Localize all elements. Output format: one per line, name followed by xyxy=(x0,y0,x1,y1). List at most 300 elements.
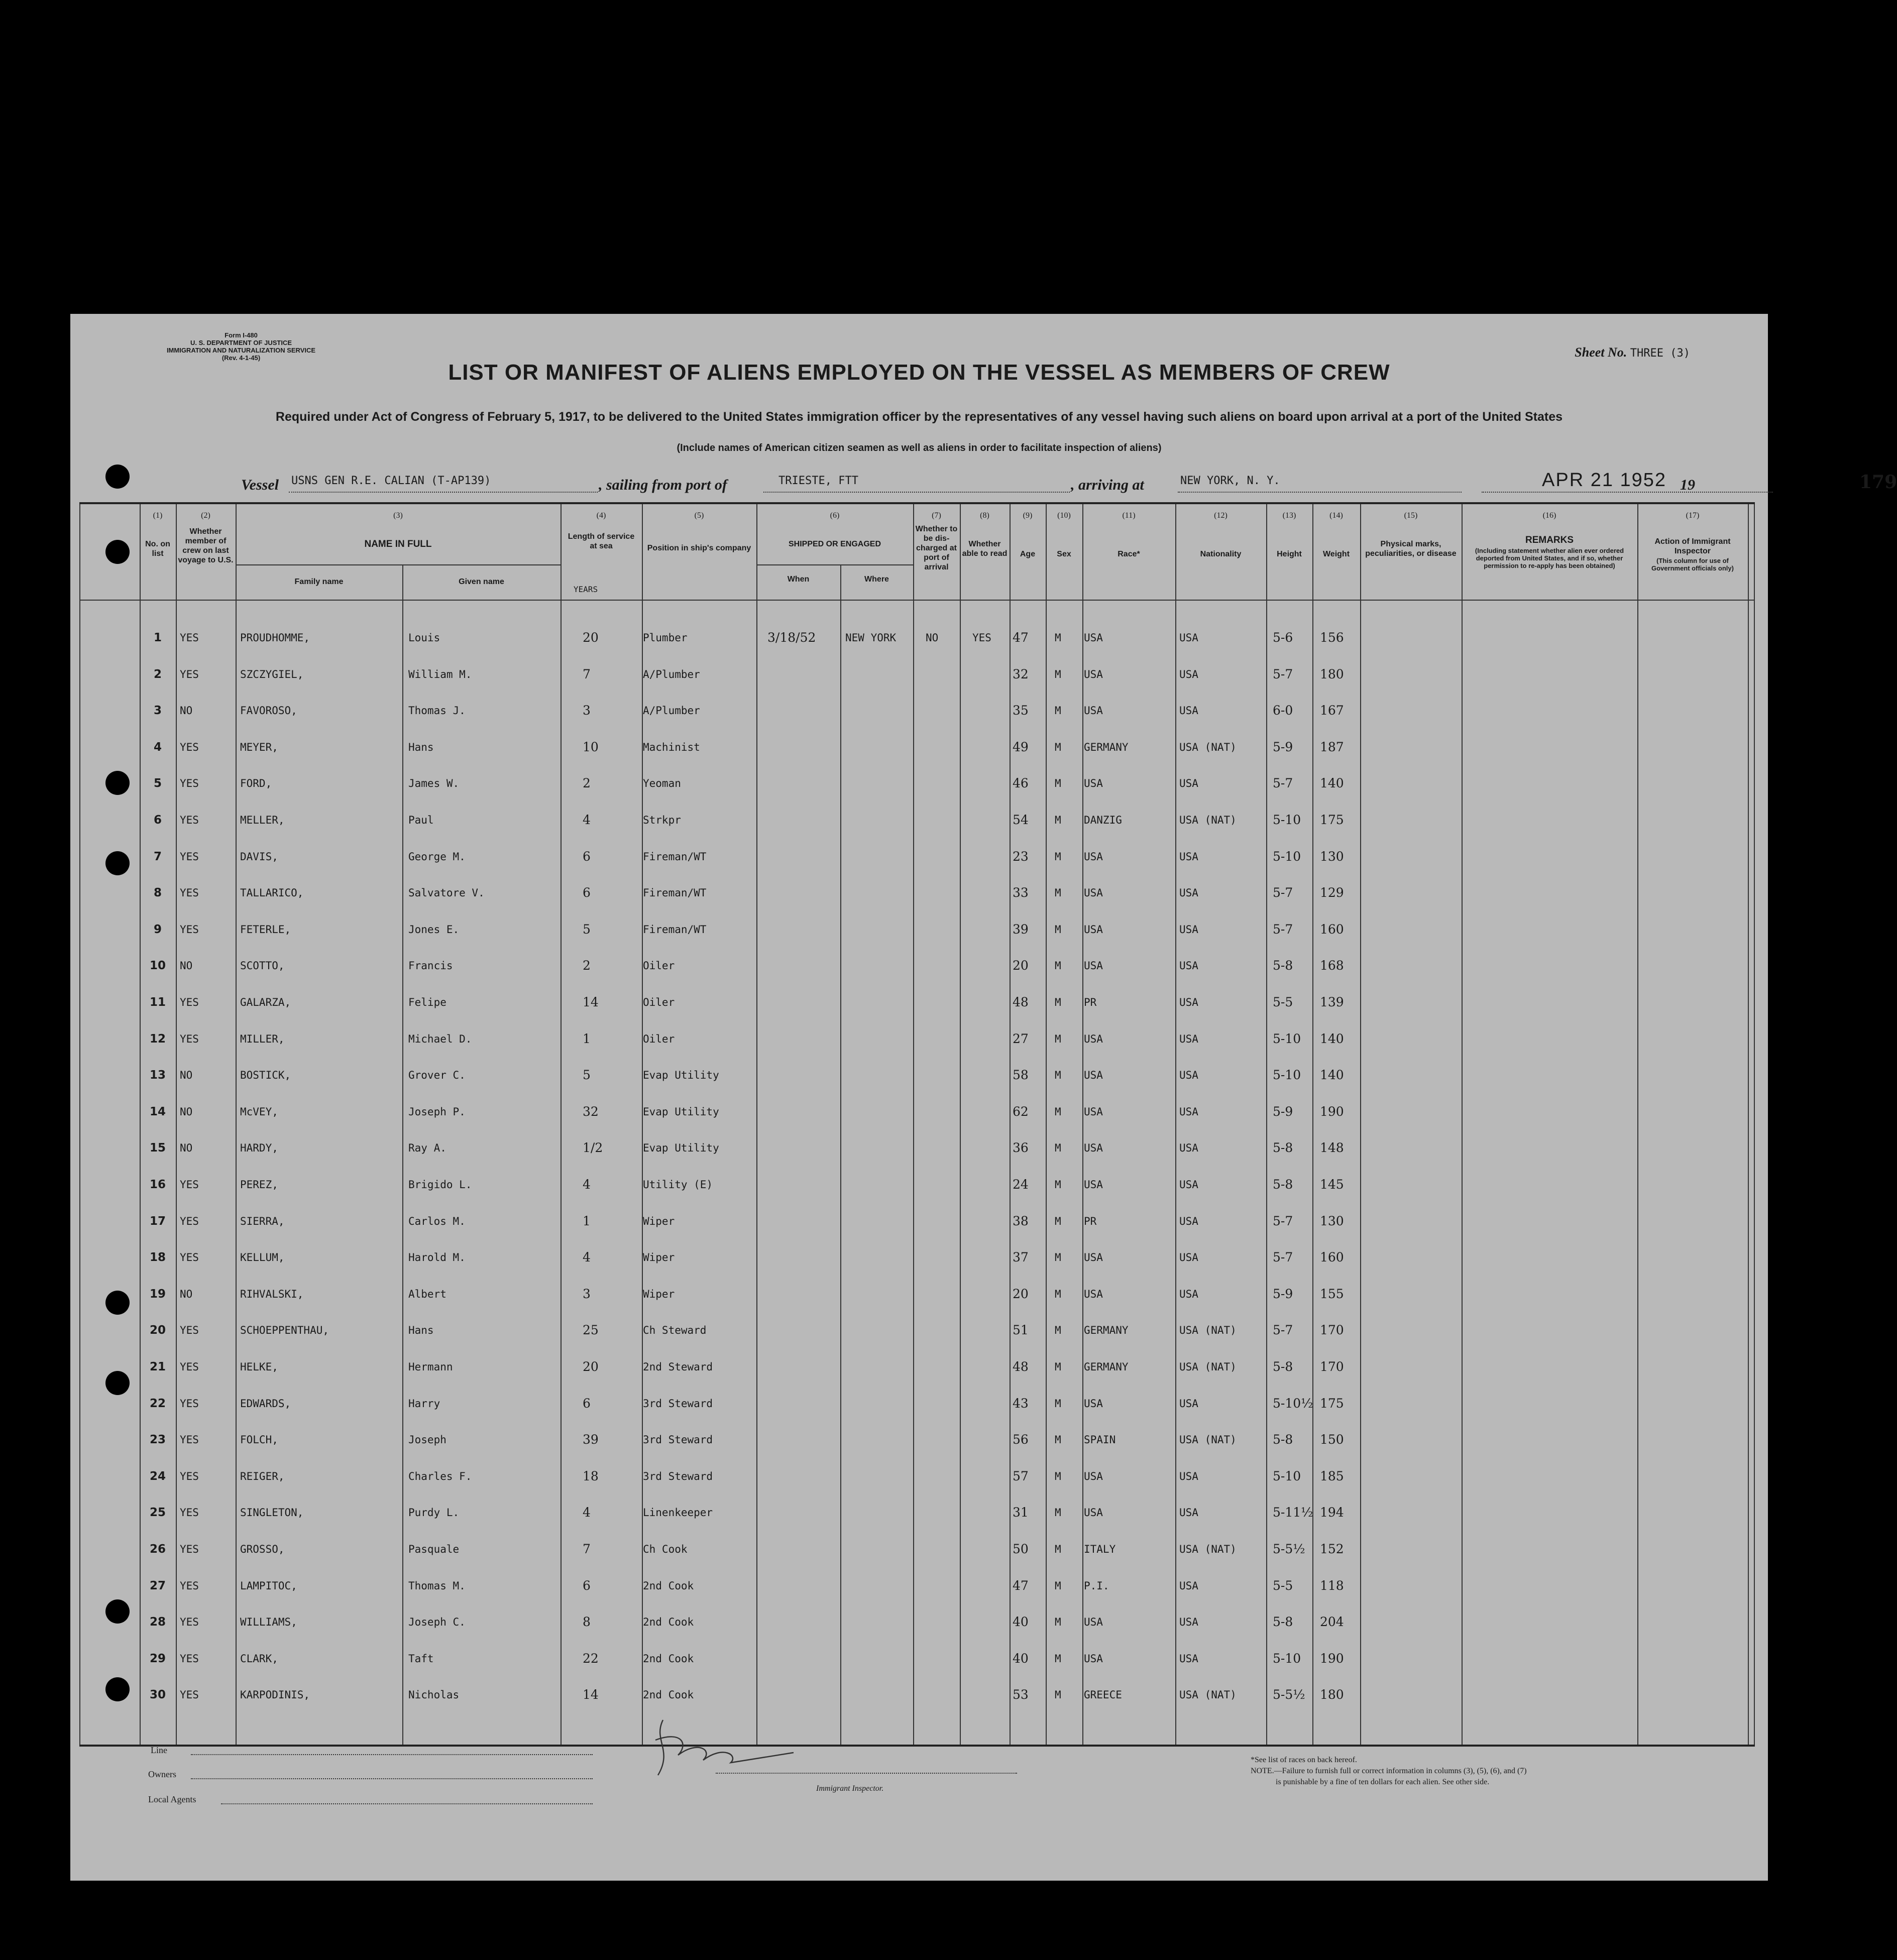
position: 2nd Cook xyxy=(643,1652,694,1665)
age: 51 xyxy=(1013,1323,1029,1338)
weight: 140 xyxy=(1320,1031,1344,1046)
header-race: Race* xyxy=(1118,550,1140,558)
weight: 175 xyxy=(1320,1396,1344,1411)
height: 5-7 xyxy=(1273,776,1293,791)
table-row xyxy=(79,775,1755,795)
row-number: 11 xyxy=(149,996,166,1009)
header-no-on-list: No. on list xyxy=(145,540,170,558)
given-name: Harry xyxy=(408,1397,440,1410)
header-length-of-service: Length of service at sea xyxy=(568,532,635,550)
race: SPAIN xyxy=(1084,1434,1116,1446)
race: USA xyxy=(1084,1105,1103,1118)
length-of-service: 20 xyxy=(583,630,599,645)
row-number: 6 xyxy=(153,814,162,827)
position: Evap Utility xyxy=(643,1142,719,1155)
table-row xyxy=(79,812,1755,832)
crew-last-voyage: YES xyxy=(180,850,199,863)
height: 5-8 xyxy=(1273,1359,1293,1374)
height: 5-8 xyxy=(1273,1615,1293,1630)
sex: M xyxy=(1055,814,1061,826)
height: 5-10 xyxy=(1273,1651,1301,1666)
vessel-name: USNS GEN R.E. CALIAN (T-AP139) xyxy=(291,475,491,487)
page-title: LIST OR MANIFEST OF ALIENS EMPLOYED ON THE VESSEL AS MEMBERS OF CREW xyxy=(448,360,1390,385)
crew-last-voyage: YES xyxy=(180,1507,199,1519)
crew-last-voyage: YES xyxy=(180,814,199,826)
family-name: SZCZYGIEL, xyxy=(240,668,304,680)
vessel-label: Vessel xyxy=(241,477,279,493)
family-name: FORD, xyxy=(240,777,272,790)
sex: M xyxy=(1055,923,1061,936)
table-row xyxy=(79,921,1755,942)
nationality: USA xyxy=(1179,1179,1198,1191)
position: Ch Steward xyxy=(643,1324,707,1337)
position: Machinist xyxy=(643,741,700,753)
given-name: Joseph xyxy=(408,1434,447,1446)
height: 5-7 xyxy=(1273,666,1293,681)
row-number: 7 xyxy=(153,850,162,863)
nationality: USA (NAT) xyxy=(1179,1434,1237,1446)
given-name: Charles F. xyxy=(408,1470,472,1482)
crew-last-voyage: YES xyxy=(180,1361,199,1373)
sailing-label: , sailing from port of xyxy=(599,477,727,493)
weight: 185 xyxy=(1320,1468,1344,1483)
given-name: Joseph C. xyxy=(408,1616,466,1629)
race: USA xyxy=(1084,1142,1103,1155)
family-name: HELKE, xyxy=(240,1361,278,1373)
position: 3rd Steward xyxy=(643,1470,713,1482)
length-of-service: 5 xyxy=(583,921,591,937)
crew-last-voyage: NO xyxy=(180,705,193,717)
crew-last-voyage: YES xyxy=(180,777,199,790)
table-row xyxy=(79,1031,1755,1051)
race: USA xyxy=(1084,777,1103,790)
age: 35 xyxy=(1013,703,1029,718)
length-of-service: 7 xyxy=(583,1542,591,1556)
crew-last-voyage: YES xyxy=(180,1179,199,1191)
race: USA xyxy=(1084,1470,1103,1482)
given-name: Thomas J. xyxy=(408,705,466,717)
sex: M xyxy=(1055,1507,1061,1519)
position: Utility (E) xyxy=(643,1179,713,1191)
age: 54 xyxy=(1013,813,1029,827)
row-number: 13 xyxy=(149,1069,166,1082)
table-row xyxy=(79,1396,1755,1416)
table-row xyxy=(79,1541,1755,1561)
family-name: MILLER, xyxy=(240,1032,285,1045)
sex: M xyxy=(1055,1470,1061,1482)
length-of-service: 18 xyxy=(583,1468,599,1483)
position: A/Plumber xyxy=(643,668,700,680)
height: 5-10 xyxy=(1273,1068,1301,1083)
length-of-service: 10 xyxy=(583,739,599,754)
height: 5-7 xyxy=(1273,921,1293,937)
position: Fireman/WT xyxy=(643,887,707,899)
sex: M xyxy=(1055,996,1061,1008)
race: ITALY xyxy=(1084,1543,1116,1555)
sex: M xyxy=(1055,1251,1061,1264)
header-age: Age xyxy=(1020,550,1036,558)
given-name: William M. xyxy=(408,668,472,680)
binder-hole xyxy=(105,771,130,795)
race: GREECE xyxy=(1084,1689,1122,1701)
nationality: USA (NAT) xyxy=(1179,1361,1237,1373)
header-years: YEARS xyxy=(573,585,598,594)
race: USA xyxy=(1084,1652,1103,1665)
row-number: 3 xyxy=(153,704,162,718)
header-family-name: Family name xyxy=(294,578,344,586)
row-number: 26 xyxy=(149,1543,166,1556)
header-inspector-action: Action of Immigrant Inspector xyxy=(1654,537,1731,555)
sailing-port-value: TRIESTE, FTT xyxy=(778,475,858,487)
crew-last-voyage: YES xyxy=(180,1616,199,1629)
length-of-service: 2 xyxy=(583,958,591,973)
header-where: Where xyxy=(864,575,889,584)
sex: M xyxy=(1055,1579,1061,1592)
given-name: Salvatore V. xyxy=(408,887,485,899)
height: 5-9 xyxy=(1273,1104,1293,1119)
crew-last-voyage: YES xyxy=(180,996,199,1008)
row-number: 1 xyxy=(153,631,162,644)
height: 5-8 xyxy=(1273,958,1293,973)
family-name: RIHVALSKI, xyxy=(240,1288,304,1300)
length-of-service: 4 xyxy=(583,1505,591,1520)
weight: 118 xyxy=(1320,1578,1344,1593)
race: USA xyxy=(1084,850,1103,863)
weight: 156 xyxy=(1320,630,1344,645)
weight: 139 xyxy=(1320,995,1344,1009)
family-name: DAVIS, xyxy=(240,850,278,863)
include-statement: (Include names of American citizen seamen as well as aliens in order to facilitate inspection of aliens) xyxy=(677,442,1162,453)
table-row xyxy=(79,666,1755,686)
position: 2nd Cook xyxy=(643,1616,694,1629)
crew-last-voyage: YES xyxy=(180,1470,199,1482)
given-name: Jones E. xyxy=(408,923,460,936)
table-row xyxy=(79,1286,1755,1306)
given-name: Carlos M. xyxy=(408,1215,466,1227)
weight: 129 xyxy=(1320,885,1344,900)
crew-last-voyage: YES xyxy=(180,1324,199,1337)
sex: M xyxy=(1055,1142,1061,1155)
height: 5-8 xyxy=(1273,1140,1293,1156)
binder-hole xyxy=(105,1677,130,1701)
given-name: Hermann xyxy=(408,1361,453,1373)
crew-last-voyage: YES xyxy=(180,1689,199,1701)
height: 5-5 xyxy=(1273,995,1293,1009)
race: DANZIG xyxy=(1084,814,1122,826)
crew-last-voyage: YES xyxy=(180,1652,199,1665)
row-number: 18 xyxy=(149,1251,166,1264)
family-name: SCOTTO, xyxy=(240,960,285,972)
crew-last-voyage: YES xyxy=(180,1032,199,1045)
length-of-service: 2 xyxy=(583,776,591,791)
given-name: Taft xyxy=(408,1652,434,1665)
nationality: USA (NAT) xyxy=(1179,1689,1237,1701)
height: 5-10 xyxy=(1273,1031,1301,1046)
crew-last-voyage: YES xyxy=(180,887,199,899)
row-number: 30 xyxy=(149,1688,166,1702)
row-number: 15 xyxy=(149,1141,166,1155)
given-name: Nicholas xyxy=(408,1689,460,1701)
crew-last-voyage: YES xyxy=(180,1397,199,1410)
nationality: USA xyxy=(1179,632,1198,644)
position: Linenkeeper xyxy=(643,1507,713,1519)
height: 5-5½ xyxy=(1273,1542,1305,1556)
weight: 194 xyxy=(1320,1505,1344,1520)
header-nationality: Nationality xyxy=(1200,550,1242,558)
table-row xyxy=(79,630,1755,650)
header-sex: Sex xyxy=(1057,550,1071,558)
binder-hole xyxy=(105,465,130,489)
race: USA xyxy=(1084,887,1103,899)
nationality: USA xyxy=(1179,1616,1198,1629)
length-of-service: 3 xyxy=(583,1286,591,1301)
height: 5-10 xyxy=(1273,813,1301,827)
length-of-service: 20 xyxy=(583,1359,599,1374)
table-row xyxy=(79,1177,1755,1197)
height: 5-10 xyxy=(1273,1468,1301,1483)
row-number: 21 xyxy=(149,1360,166,1373)
footer xyxy=(70,1745,1768,1881)
given-name: Hans xyxy=(408,1324,434,1337)
sex: M xyxy=(1055,960,1061,972)
sex: M xyxy=(1055,1652,1061,1665)
family-name: HARDY, xyxy=(240,1142,278,1155)
position: 2nd Cook xyxy=(643,1689,694,1701)
weight: 175 xyxy=(1320,813,1344,827)
header-remarks-note: (Including statement whether alien ever ordered deported from United States, and if so, whether permission to re-apply has been obtained) xyxy=(1475,547,1624,569)
weight: 180 xyxy=(1320,666,1344,681)
family-name: TALLARICO, xyxy=(240,887,304,899)
table-row xyxy=(79,1359,1755,1379)
binder-hole xyxy=(105,1371,130,1395)
weight: 152 xyxy=(1320,1542,1344,1556)
family-name: PEREZ, xyxy=(240,1179,278,1191)
family-name: LAMPITOC, xyxy=(240,1579,297,1592)
table-row xyxy=(79,1468,1755,1488)
header-position: Position in ship's company xyxy=(647,544,751,552)
family-name: FOLCH, xyxy=(240,1434,278,1446)
crew-last-voyage: NO xyxy=(180,1069,193,1082)
family-name: FAVOROSO, xyxy=(240,705,297,717)
family-name: SIERRA, xyxy=(240,1215,285,1227)
given-name: Felipe xyxy=(408,996,447,1008)
weight: 130 xyxy=(1320,849,1344,864)
age: 37 xyxy=(1013,1250,1029,1265)
race: GERMANY xyxy=(1084,741,1129,753)
age: 20 xyxy=(1013,958,1029,973)
arriving-label: , arriving at xyxy=(1071,477,1144,493)
table-row xyxy=(79,1140,1755,1160)
page-number: 179 xyxy=(1859,472,1897,493)
height: 5-7 xyxy=(1273,885,1293,900)
nationality: USA xyxy=(1179,1288,1198,1300)
height: 5-7 xyxy=(1273,1250,1293,1265)
discharged: NO xyxy=(926,632,939,644)
header-inspector-note: (This column for use of Government officials only) xyxy=(1651,557,1734,572)
age: 47 xyxy=(1013,1578,1029,1593)
age: 49 xyxy=(1013,739,1029,754)
table-row xyxy=(79,1505,1755,1525)
position: Wiper xyxy=(643,1251,675,1264)
crew-table: (1) No. on list (2) Whether member of crew on last voyage to U.S. (3) NAME IN FULL Family name Given name (4) Length of service at sea YEARS (5) Position in ship's company (6) SHIPPED OR ENGAGED When Where (7) Whether to be dis-charged at port of arrival (8) Whether able to read (9) Age (10) Sex (11) Race* (12) Nationality (13) Height (14) Weight (15) Physical marks, peculiarities, or disease (16) REMARKS (Including statement whether alien ever ordered deported from United States, and if so, whether permission to re-apply has been obtained) (17) Action of Immigrant Inspector (This column for use of Government officials only) 1 YES PROUDHOMME, Louis 20 Plumber 3/18/52 NEW YORK NO YES 47 M USA USA 5-6 156 2 YES SZCZYGIEL, William M. 7 A/Plumber 32 M USA USA 5-7 180 3 NO FAVOROSO, Thomas J. 3 A/Plumber 35 M USA USA 6-0 167 4 YES MEYER, Hans 10 Machinist 49 M GERMANY USA (NAT) 5-9 187 5 YES FORD, James W. 2 Yeoman 46 M USA USA 5-7 140 6 YES MELLER, Paul 4 Strkpr 54 M DANZIG USA (NAT) 5-10 175 7 YES DAVIS, George M. 6 Fireman/WT 23 M USA USA 5-10 130 8 YES TALLARICO, Salvatore V. 6 Fireman/WT 33 M USA USA 5-7 129 9 YES FETERLE, Jones E. 5 Fireman/WT 39 M USA USA 5-7 160 10 NO SCOTTO, Francis 2 Oiler 20 M USA USA 5-8 168 11 YES GALARZA, Felipe 14 Oiler 48 M PR USA 5-5 139 12 YES MILLER, Michael D. 1 Oiler 27 M USA USA 5-10 140 13 NO BOSTICK, Grover C. 5 Evap Utility 58 M USA USA 5-10 140 14 NO McVEY, Joseph P. 32 Evap Utility 62 M USA USA 5-9 190 15 NO HARDY, Ray A. 1/2 Evap Utility 36 M USA USA 5-8 148 16 YES PEREZ, Brigido L. 4 Utility (E) 24 M USA USA 5-8 145 17 YES SIERRA, Carlos M. 1 Wiper 38 M PR USA 5-7 130 18 YES KELLUM, Harold M. 4 Wiper 37 M USA USA 5-7 160 19 NO RIHVALSKI, Albert 3 Wiper 20 M USA USA 5-9 155 20 YES SCHOEPPENTHAU, Hans 25 Ch Steward 51 M GERMANY USA (NAT) 5-7 170 21 YES HELKE, Hermann 20 2nd Steward 48 M GERMANY USA (NAT) 5-8 170 22 YES EDWARDS, Harry 6 3rd Steward 43 M USA USA 5-10½ 175 23 YES FOLCH, Joseph 39 3rd Steward 56 M SPAIN USA (NAT) 5-8 150 24 YES REIGER, Charles F. 18 3rd Steward 57 M USA USA 5-10 185 25 YES SINGLETON, Purdy L. 4 Linenkeeper 31 M USA USA 5-11½ 194 26 YES GROSSO, Pasquale 7 Ch Cook 50 M ITALY USA (NAT) 5-5½ 152 27 YES LAMPITOC, Thomas M. 6 2nd Cook 47 M P.I. USA 5-5 118 28 YES WILLIAMS, Joseph C. 8 2nd Cook 40 M USA USA 5-8 204 29 YES CLARK, Taft 22 2nd Cook 40 M USA USA 5-10 190 30 YES KARPODINIS, Nicholas 14 2nd Cook 53 M GREECE USA (NAT) 5-5½ 180 xyxy=(79,502,1755,1747)
nationality: USA xyxy=(1179,850,1198,863)
binder-hole xyxy=(105,540,130,564)
table-row xyxy=(79,1067,1755,1087)
row-number: 20 xyxy=(149,1324,166,1337)
crew-last-voyage: NO xyxy=(180,960,193,972)
line-label: Line xyxy=(151,1745,167,1755)
nationality: USA xyxy=(1179,777,1198,790)
table-row xyxy=(79,703,1755,723)
table-row xyxy=(79,1104,1755,1124)
position: Oiler xyxy=(643,1032,675,1045)
nationality: USA xyxy=(1179,887,1198,899)
row-number: 9 xyxy=(153,923,162,936)
length-of-service: 8 xyxy=(583,1615,591,1630)
nationality: USA xyxy=(1179,996,1198,1008)
height: 5-5 xyxy=(1273,1578,1293,1593)
sex: M xyxy=(1055,1361,1061,1373)
weight: 130 xyxy=(1320,1213,1344,1228)
crew-last-voyage: YES xyxy=(180,1434,199,1446)
given-name: Grover C. xyxy=(408,1069,466,1082)
family-name: REIGER, xyxy=(240,1470,285,1482)
given-name: James W. xyxy=(408,777,460,790)
length-of-service: 7 xyxy=(583,666,591,681)
family-name: MELLER, xyxy=(240,814,285,826)
position: Oiler xyxy=(643,996,675,1008)
weight: 190 xyxy=(1320,1651,1344,1666)
header-physical-marks: Physical marks, peculiarities, or disease xyxy=(1365,540,1457,558)
weight: 160 xyxy=(1320,1250,1344,1265)
sex: M xyxy=(1055,1032,1061,1045)
height: 6-0 xyxy=(1273,703,1293,718)
row-number: 27 xyxy=(149,1579,166,1592)
table-row xyxy=(79,1432,1755,1452)
header-remarks: REMARKS xyxy=(1525,535,1574,545)
nationality: USA (NAT) xyxy=(1179,741,1237,753)
weight: 180 xyxy=(1320,1687,1344,1702)
row-number: 14 xyxy=(149,1105,166,1118)
age: 32 xyxy=(1013,666,1029,681)
row-number: 24 xyxy=(149,1469,166,1483)
height: 5-7 xyxy=(1273,1323,1293,1338)
nationality: USA (NAT) xyxy=(1179,814,1237,826)
row-number: 5 xyxy=(153,777,162,790)
table-row xyxy=(79,1687,1755,1707)
age: 62 xyxy=(1013,1104,1029,1119)
header-weight: Weight xyxy=(1322,550,1350,558)
form-identifier: Form I-480 U. S. DEPARTMENT OF JUSTICE IMMIGRATION AND NATURALIZATION SERVICE (Rev. 4-1-45) xyxy=(166,331,316,362)
shipped-when: 3/18/52 xyxy=(767,630,816,645)
given-name: Paul xyxy=(408,814,434,826)
length-of-service: 1 xyxy=(583,1213,591,1228)
age: 57 xyxy=(1013,1468,1029,1483)
age: 48 xyxy=(1013,1359,1029,1374)
arrival-date-stamp: APR 21 1952 xyxy=(1542,470,1667,491)
nationality: USA xyxy=(1179,1470,1198,1482)
header-when: When xyxy=(787,575,810,584)
height: 5-9 xyxy=(1273,739,1293,754)
row-number: 17 xyxy=(149,1214,166,1228)
position: 3rd Steward xyxy=(643,1434,713,1446)
nationality: USA xyxy=(1179,923,1198,936)
age: 46 xyxy=(1013,776,1029,791)
sex: M xyxy=(1055,1616,1061,1629)
table-row xyxy=(79,1322,1755,1342)
height: 5-5½ xyxy=(1273,1687,1305,1702)
length-of-service: 6 xyxy=(583,885,591,900)
family-name: FETERLE, xyxy=(240,923,291,936)
row-number: 16 xyxy=(149,1178,166,1191)
position: 3rd Steward xyxy=(643,1397,713,1410)
table-row xyxy=(79,1578,1755,1598)
vessel-info xyxy=(241,470,1897,495)
length-of-service: 25 xyxy=(583,1323,599,1338)
position: Fireman/WT xyxy=(643,850,707,863)
nationality: USA xyxy=(1179,1251,1198,1264)
nationality: USA xyxy=(1179,1069,1198,1082)
position: Evap Utility xyxy=(643,1105,719,1118)
able-to-read: YES xyxy=(972,632,991,644)
header-shipped-or-engaged: SHIPPED OR ENGAGED xyxy=(788,540,881,548)
family-name: GALARZA, xyxy=(240,996,291,1008)
immigrant-inspector-label: Immigrant Inspector. xyxy=(816,1784,884,1793)
family-name: MEYER, xyxy=(240,741,278,753)
family-name: KARPODINIS, xyxy=(240,1689,310,1701)
nationality: USA xyxy=(1179,1397,1198,1410)
length-of-service: 14 xyxy=(583,995,599,1009)
binder-hole xyxy=(105,1291,130,1315)
nationality: USA xyxy=(1179,1579,1198,1592)
manifest-sheet xyxy=(70,314,1897,1881)
age: 58 xyxy=(1013,1068,1029,1083)
sheet-number-label: Sheet No. xyxy=(1575,345,1627,360)
crew-last-voyage: YES xyxy=(180,741,199,753)
race: USA xyxy=(1084,1288,1103,1300)
weight: 170 xyxy=(1320,1359,1344,1374)
age: 39 xyxy=(1013,921,1029,937)
age: 56 xyxy=(1013,1432,1029,1447)
nationality: USA (NAT) xyxy=(1179,1324,1237,1337)
crew-last-voyage: YES xyxy=(180,923,199,936)
crew-last-voyage: YES xyxy=(180,668,199,680)
position: 2nd Steward xyxy=(643,1361,713,1373)
family-name: SCHOEPPENTHAU, xyxy=(240,1324,329,1337)
family-name: CLARK, xyxy=(240,1652,278,1665)
nationality: USA xyxy=(1179,705,1198,717)
length-of-service: 6 xyxy=(583,1396,591,1411)
race: USA xyxy=(1084,705,1103,717)
length-of-service: 4 xyxy=(583,1177,591,1192)
race: USA xyxy=(1084,923,1103,936)
family-name: KELLUM, xyxy=(240,1251,285,1264)
binder-hole xyxy=(105,851,130,875)
weight: 150 xyxy=(1320,1432,1344,1447)
weight: 155 xyxy=(1320,1286,1344,1301)
crew-last-voyage: NO xyxy=(180,1142,193,1155)
length-of-service: 22 xyxy=(583,1651,599,1666)
position: Evap Utility xyxy=(643,1069,719,1082)
row-number: 23 xyxy=(149,1433,166,1447)
age: 36 xyxy=(1013,1140,1029,1156)
position: Fireman/WT xyxy=(643,923,707,936)
nationality: USA xyxy=(1179,668,1198,680)
failure-note-1: NOTE.—Failure to furnish full or correct information in columns (3), (5), (6), and (7) xyxy=(1251,1767,1527,1775)
length-of-service: 1 xyxy=(583,1031,591,1046)
given-name: Louis xyxy=(408,632,440,644)
position: Oiler xyxy=(643,960,675,972)
